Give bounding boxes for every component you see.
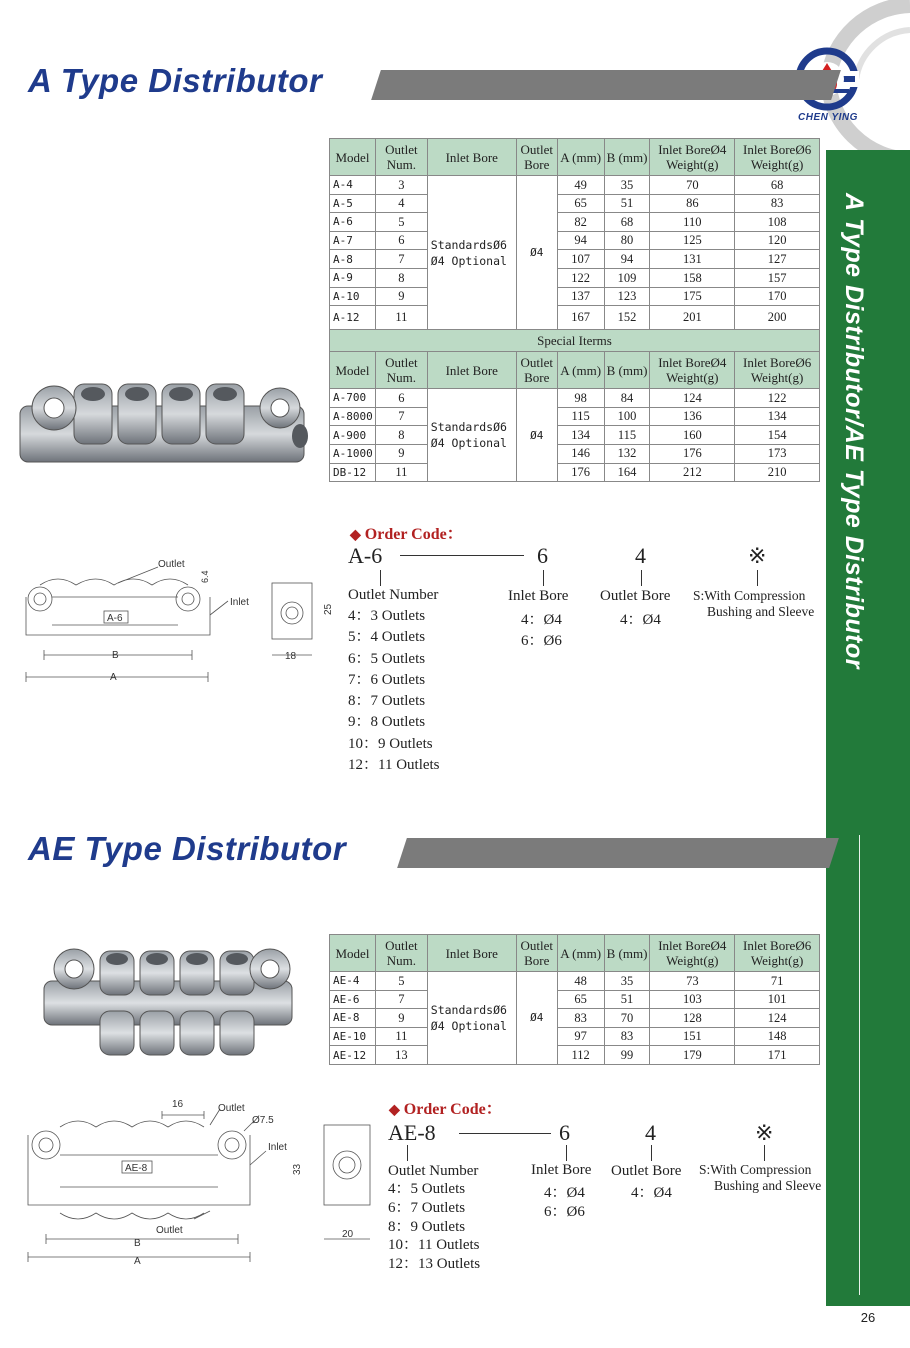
a-mm-cell: 65	[557, 194, 604, 213]
a-oc-inlet-opt: 6：Ø6	[521, 633, 562, 649]
special-items-label: Special Iterms	[330, 330, 820, 352]
weight-4-cell: 158	[650, 268, 735, 287]
table-row	[330, 426, 820, 445]
inlet-bore-line1: StandardsØ6	[430, 420, 507, 435]
inlet-bore-merged	[427, 176, 516, 330]
outlet-num-cell: 3	[375, 176, 427, 195]
model-cell: A-10	[330, 287, 376, 306]
weight-4-cell: 179	[650, 1046, 735, 1065]
model-cell: AE-4	[330, 972, 376, 991]
weight-6-cell: 154	[735, 426, 820, 445]
drawing-dim-a: A	[110, 672, 117, 683]
header-cell: Model	[330, 352, 376, 389]
weight-4-cell: 125	[650, 231, 735, 250]
a-mm-cell: 82	[557, 213, 604, 232]
outlet-num-cell: 9	[375, 287, 427, 306]
b-mm-cell: 132	[604, 444, 650, 463]
b-mm-cell: 51	[604, 990, 650, 1009]
table-row	[330, 463, 820, 482]
a-mm-cell: 122	[557, 268, 604, 287]
a-oc-s-line1: S:With Compression	[693, 588, 806, 603]
b-mm-cell: 123	[604, 287, 650, 306]
model-cell: AE-12	[330, 1046, 376, 1065]
model-cell: DB-12	[330, 463, 376, 482]
model-cell: A-5	[330, 194, 376, 213]
weight-6-cell: 200	[735, 306, 820, 330]
ae-oc-mark: ※	[755, 1120, 774, 1145]
table-row	[330, 1009, 820, 1028]
model-cell: A-8000	[330, 407, 376, 426]
drawing-dim-33: 33	[292, 1163, 303, 1175]
weight-4-cell: 110	[650, 213, 735, 232]
b-mm-cell: 35	[604, 972, 650, 991]
model-cell: A-6	[330, 213, 376, 232]
model-cell: AE-6	[330, 990, 376, 1009]
a-mm-cell: 112	[557, 1046, 604, 1065]
side-divider	[859, 835, 860, 1295]
header-cell: B (mm)	[604, 352, 650, 389]
list-item: 4：5 Outlets	[388, 1181, 466, 1197]
ae-oc-tick	[764, 1145, 765, 1161]
table-row	[330, 407, 820, 426]
outlet-num-cell: 9	[375, 444, 427, 463]
list-item: 9：8 Outlets	[348, 714, 426, 731]
order-code-label: Order Code：	[364, 526, 463, 543]
ae-oc-tick	[407, 1145, 408, 1161]
a-title-bar	[371, 70, 841, 100]
header-cell: Outlet Bore	[516, 139, 557, 176]
header-cell: Inlet Bore	[427, 139, 516, 176]
ae-oc-inlet-opt: 6：Ø6	[544, 1204, 585, 1220]
table-row	[330, 287, 820, 306]
a-technical-drawing	[18, 555, 348, 690]
a-section-title: A Type Distributor	[28, 62, 323, 99]
b-mm-cell: 68	[604, 213, 650, 232]
ae-oc-outlet-list	[388, 1180, 480, 1274]
b-mm-cell: 35	[604, 176, 650, 195]
weight-4-cell: 73	[650, 972, 735, 991]
table-row	[330, 213, 820, 232]
header-cell: A (mm)	[557, 139, 604, 176]
a-oc-outlet-opt: 4：Ø4	[620, 612, 661, 628]
drawing-dim-25: 25	[323, 603, 334, 615]
weight-6-cell: 157	[735, 268, 820, 287]
ae-distributor-photo	[38, 945, 298, 1060]
ae-oc-s-line1: S:With Compression	[699, 1162, 812, 1177]
weight-6-cell: 134	[735, 407, 820, 426]
header-cell: Outlet Num.	[375, 139, 427, 176]
header-cell: Model	[330, 139, 376, 176]
header-cell: A (mm)	[557, 352, 604, 389]
header-cell: Outlet Num.	[375, 935, 427, 972]
inlet-bore-line1: StandardsØ6	[430, 237, 507, 252]
drawing-outlet-bottom: Outlet	[156, 1225, 183, 1236]
a-oc-tick	[641, 570, 642, 586]
outlet-num-cell: 8	[375, 426, 427, 445]
header-cell: Outlet Bore	[516, 352, 557, 389]
inlet-bore-line2: Ø4 Optional	[430, 436, 507, 451]
weight-6-cell: 83	[735, 194, 820, 213]
a-table-header	[330, 139, 820, 176]
weight-4-cell: 160	[650, 426, 735, 445]
a-mm-cell: 48	[557, 972, 604, 991]
outlet-num-cell: 9	[375, 1009, 427, 1028]
b-mm-cell: 109	[604, 268, 650, 287]
b-mm-cell: 99	[604, 1046, 650, 1065]
weight-4-cell: 124	[650, 389, 735, 408]
a-mm-cell: 65	[557, 990, 604, 1009]
outlet-num-cell: 13	[375, 1046, 427, 1065]
b-mm-cell: 152	[604, 306, 650, 330]
outlet-num-cell: 5	[375, 972, 427, 991]
weight-6-cell: 108	[735, 213, 820, 232]
a-mm-cell: 98	[557, 389, 604, 408]
model-cell: A-8	[330, 250, 376, 269]
weight-4-cell: 70	[650, 176, 735, 195]
header-cell: A (mm)	[557, 935, 604, 972]
table-row	[330, 444, 820, 463]
list-item: 5：4 Outlets	[348, 629, 426, 646]
ae-section-title: AE Type Distributor	[28, 830, 347, 867]
drawing-outlet-label: Outlet	[158, 559, 185, 570]
ae-oc-tick	[651, 1145, 652, 1161]
b-mm-cell: 51	[604, 194, 650, 213]
weight-4-cell: 86	[650, 194, 735, 213]
drawing-part-label: A-6	[107, 613, 123, 624]
drawing-dim-20: 20	[342, 1229, 354, 1240]
a-oc-mark: ※	[748, 543, 767, 568]
model-cell: A-4	[330, 176, 376, 195]
drawing-inlet-label: Inlet	[230, 597, 249, 608]
table-row	[330, 231, 820, 250]
order-code-label: Order Code：	[403, 1101, 502, 1118]
drawing-dim-b: B	[134, 1238, 141, 1249]
outlet-bore-merged: Ø4	[516, 389, 557, 482]
table-row	[330, 1027, 820, 1046]
model-cell: AE-8	[330, 1009, 376, 1028]
weight-4-cell: 103	[650, 990, 735, 1009]
weight-6-cell: 171	[735, 1046, 820, 1065]
weight-6-cell: 148	[735, 1027, 820, 1046]
ae-oc-model: AE-8	[388, 1120, 436, 1145]
a-mm-cell: 107	[557, 250, 604, 269]
header-cell: Outlet Num.	[375, 352, 427, 389]
drawing-outlet-top: Outlet	[218, 1103, 245, 1114]
table-row	[330, 268, 820, 287]
ae-oc-label-number: Outlet Number	[388, 1163, 479, 1179]
weight-6-cell: 170	[735, 287, 820, 306]
header-cell: Inlet BoreØ6 Weight(g)	[735, 352, 820, 389]
ae-spec-table	[329, 934, 820, 1065]
model-cell: A-700	[330, 389, 376, 408]
ae-oc-tick	[566, 1145, 567, 1161]
ae-oc-connector	[459, 1133, 551, 1134]
b-mm-cell: 100	[604, 407, 650, 426]
weight-4-cell: 131	[650, 250, 735, 269]
ae-oc-label-inlet: Inlet Bore	[531, 1162, 592, 1178]
a-oc-connector	[400, 555, 524, 556]
header-cell: Inlet BoreØ4 Weight(g)	[650, 352, 735, 389]
side-title: A Type Distributor/AE Type Distributor	[840, 193, 868, 669]
a-mm-cell: 134	[557, 426, 604, 445]
a-oc-model: A-6	[348, 543, 383, 568]
b-mm-cell: 94	[604, 250, 650, 269]
weight-4-cell: 136	[650, 407, 735, 426]
header-cell: Model	[330, 935, 376, 972]
a-oc-label-inlet: Inlet Bore	[508, 588, 569, 604]
list-item: 6：7 Outlets	[388, 1199, 466, 1216]
a-oc-inlet: 6	[537, 543, 548, 568]
weight-4-cell: 201	[650, 306, 735, 330]
weight-6-cell: 101	[735, 990, 820, 1009]
model-cell: A-900	[330, 426, 376, 445]
list-item: 12：11 Outlets	[348, 757, 440, 774]
model-cell: A-1000	[330, 444, 376, 463]
list-item: 10：9 Outlets	[348, 735, 433, 752]
a-mm-cell: 137	[557, 287, 604, 306]
outlet-num-cell: 6	[375, 389, 427, 408]
outlet-num-cell: 11	[375, 306, 427, 330]
b-mm-cell: 115	[604, 426, 650, 445]
table-row	[330, 972, 820, 991]
a-mm-cell: 83	[557, 1009, 604, 1028]
header-cell: Outlet Bore	[516, 935, 557, 972]
outlet-num-cell: 7	[375, 990, 427, 1009]
diamond-icon: ◆	[389, 1103, 400, 1118]
a-oc-tick	[380, 570, 381, 586]
list-item: 10：11 Outlets	[388, 1237, 480, 1254]
outlet-num-cell: 6	[375, 231, 427, 250]
drawing-dim-16: 16	[172, 1099, 184, 1110]
a-mm-cell: 176	[557, 463, 604, 482]
a-mm-cell: 97	[557, 1027, 604, 1046]
header-cell: Inlet Bore	[427, 935, 516, 972]
weight-6-cell: 71	[735, 972, 820, 991]
b-mm-cell: 80	[604, 231, 650, 250]
a-oc-s-line2: Bushing and Sleeve	[707, 604, 815, 619]
drawing-part-label: AE-8	[125, 1163, 148, 1174]
drawing-dim-a: A	[134, 1256, 141, 1267]
table-row	[330, 389, 820, 408]
drawing-dim-64: 6.4	[200, 570, 210, 583]
inlet-bore-line2: Ø4 Optional	[430, 253, 507, 268]
header-cell: Inlet Bore	[427, 352, 516, 389]
weight-4-cell: 151	[650, 1027, 735, 1046]
ae-oc-outlet: 4	[645, 1120, 656, 1145]
weight-6-cell: 68	[735, 176, 820, 195]
list-item: 6：5 Outlets	[348, 650, 426, 667]
table-row	[330, 176, 820, 195]
b-mm-cell: 164	[604, 463, 650, 482]
a-oc-inlet-opt: 4：Ø4	[521, 612, 562, 628]
outlet-num-cell: 11	[375, 463, 427, 482]
diamond-icon: ◆	[350, 528, 361, 543]
b-mm-cell: 84	[604, 389, 650, 408]
a-oc-label-outlet: Outlet Bore	[600, 588, 671, 604]
weight-4-cell: 212	[650, 463, 735, 482]
a-order-code-title	[350, 521, 463, 544]
ae-oc-inlet: 6	[559, 1120, 570, 1145]
drawing-dim-b: B	[112, 650, 119, 661]
list-item: 8：9 Outlets	[388, 1218, 466, 1235]
drawing-dim-18: 18	[285, 651, 297, 662]
inlet-bore-line2: Ø4 Optional	[430, 1018, 507, 1033]
table-row	[330, 250, 820, 269]
outlet-num-cell: 8	[375, 268, 427, 287]
header-cell: Inlet BoreØ6 Weight(g)	[735, 139, 820, 176]
ae-order-code-title	[389, 1096, 502, 1119]
weight-6-cell: 122	[735, 389, 820, 408]
weight-6-cell: 173	[735, 444, 820, 463]
ae-technical-drawing	[14, 1095, 374, 1270]
outlet-bore-merged: Ø4	[516, 176, 557, 330]
a-spec-table	[329, 138, 820, 482]
a-oc-tick	[543, 570, 544, 586]
ae-oc-s-line2: Bushing and Sleeve	[714, 1178, 822, 1193]
table-row	[330, 194, 820, 213]
weight-4-cell: 175	[650, 287, 735, 306]
list-item: 4：3 Outlets	[348, 608, 426, 624]
special-table-header	[330, 352, 820, 389]
a-mm-cell: 167	[557, 306, 604, 330]
weight-4-cell: 176	[650, 444, 735, 463]
model-cell: A-7	[330, 231, 376, 250]
ae-title-bar	[397, 838, 839, 868]
ae-oc-inlet-opt: 4：Ø4	[544, 1185, 585, 1201]
header-cell: Inlet BoreØ6 Weight(g)	[735, 935, 820, 972]
a-oc-outlet-list	[348, 606, 440, 776]
ae-oc-label-outlet: Outlet Bore	[611, 1163, 682, 1179]
inlet-bore-merged	[427, 389, 516, 482]
outlet-num-cell: 4	[375, 194, 427, 213]
weight-6-cell: 210	[735, 463, 820, 482]
model-cell: AE-10	[330, 1027, 376, 1046]
inlet-bore-line1: StandardsØ6	[430, 1002, 507, 1017]
list-item: 7：6 Outlets	[348, 671, 426, 688]
table-row	[330, 1046, 820, 1065]
ae-table-header	[330, 935, 820, 972]
outlet-num-cell: 7	[375, 250, 427, 269]
a-oc-tick	[757, 570, 758, 586]
special-items-row	[330, 330, 820, 352]
a-mm-cell: 146	[557, 444, 604, 463]
page-number: 26	[826, 1306, 910, 1348]
drawing-inlet-label: Inlet	[268, 1142, 287, 1153]
b-mm-cell: 70	[604, 1009, 650, 1028]
outlet-bore-merged: Ø4	[516, 972, 557, 1065]
header-cell: B (mm)	[604, 935, 650, 972]
list-item: 12：13 Outlets	[388, 1256, 481, 1273]
outlet-num-cell: 7	[375, 407, 427, 426]
list-item: 8：7 Outlets	[348, 693, 426, 710]
a-distributor-photo	[14, 378, 314, 478]
a-oc-label-number: Outlet Number	[348, 587, 439, 603]
header-cell: Inlet BoreØ4 Weight(g)	[650, 935, 735, 972]
weight-6-cell: 127	[735, 250, 820, 269]
a-oc-outlet: 4	[635, 543, 646, 568]
table-row	[330, 990, 820, 1009]
outlet-num-cell: 11	[375, 1027, 427, 1046]
b-mm-cell: 83	[604, 1027, 650, 1046]
outlet-num-cell: 5	[375, 213, 427, 232]
model-cell: A-9	[330, 268, 376, 287]
weight-6-cell: 124	[735, 1009, 820, 1028]
model-cell: A-12	[330, 306, 376, 330]
ae-oc-outlet-opt: 4：Ø4	[631, 1185, 672, 1201]
header-cell: B (mm)	[604, 139, 650, 176]
a-mm-cell: 49	[557, 176, 604, 195]
drawing-dim-75: Ø7.5	[252, 1115, 274, 1126]
inlet-bore-merged	[427, 972, 516, 1065]
brand-name: CHEN YING	[798, 112, 858, 123]
table-row	[330, 306, 820, 330]
weight-6-cell: 120	[735, 231, 820, 250]
a-mm-cell: 115	[557, 407, 604, 426]
header-cell: Inlet BoreØ4 Weight(g)	[650, 139, 735, 176]
a-mm-cell: 94	[557, 231, 604, 250]
weight-4-cell: 128	[650, 1009, 735, 1028]
